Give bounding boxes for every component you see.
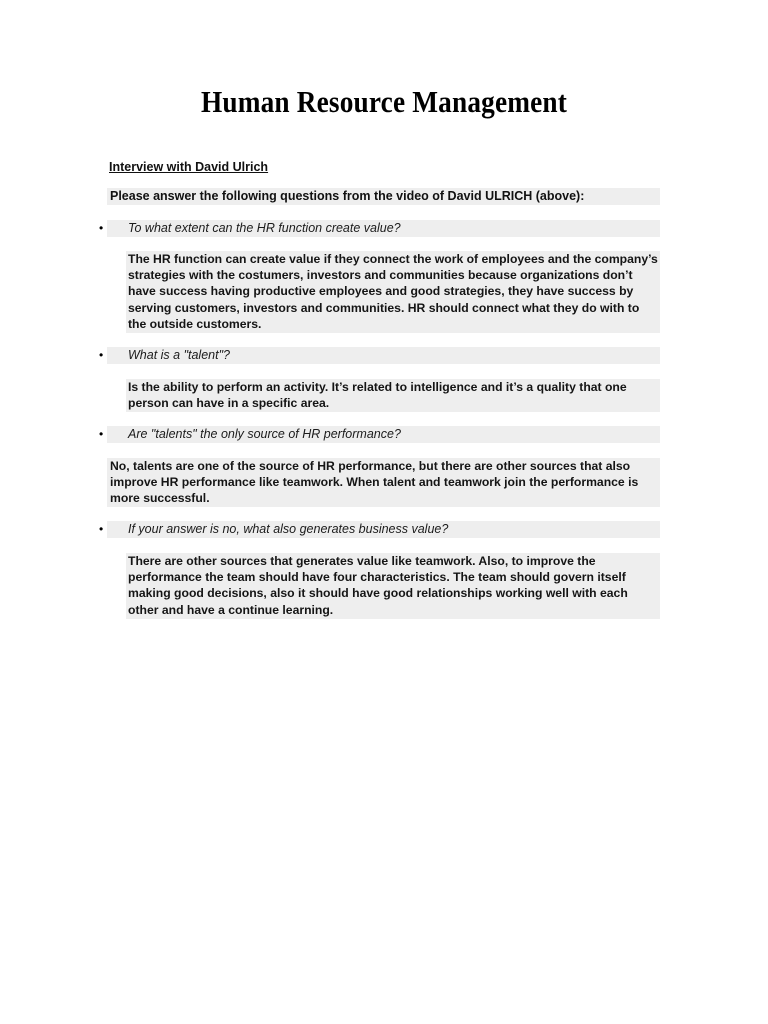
instructions-text: Please answer the following questions from the video of David ULRICH (above):: [107, 188, 660, 205]
interview-subtitle: Interview with David Ulrich: [109, 160, 269, 174]
question-3: Are "talents" the only source of HR performance?: [107, 426, 660, 443]
question-1: To what extent can the HR function create value?: [107, 220, 660, 237]
bullet-2: •: [99, 348, 104, 362]
answer-1: The HR function can create value if they connect the work of employees and the company’s strategies with the costumers, investors and communities because organizations don’t have success having productive employees and good strategies, they have success by serving customers, investors and communities. HR should connect what they do with to the outside customers.: [126, 251, 660, 333]
question-4: If your answer is no, what also generates business value?: [107, 521, 660, 538]
answer-3: No, talents are one of the source of HR performance, but there are other sources that also improve HR performance like teamwork. When talent and teamwork join the performance is more successful.: [107, 458, 660, 507]
bullet-4: •: [99, 522, 104, 536]
bullet-1: •: [99, 221, 104, 235]
question-2: What is a "talent"?: [107, 347, 660, 364]
page-title: Human Resource Management: [200, 84, 568, 119]
bullet-3: •: [99, 427, 104, 441]
answer-2: Is the ability to perform an activity. It’s related to intelligence and it’s a quality that one person can have in a specific area.: [126, 379, 660, 412]
answer-4: There are other sources that generates value like teamwork. Also, to improve the performance the team should have four characteristics. The team should govern itself making good decisions, also it should have good relationships working well with each other and have a continue learning.: [126, 553, 660, 619]
